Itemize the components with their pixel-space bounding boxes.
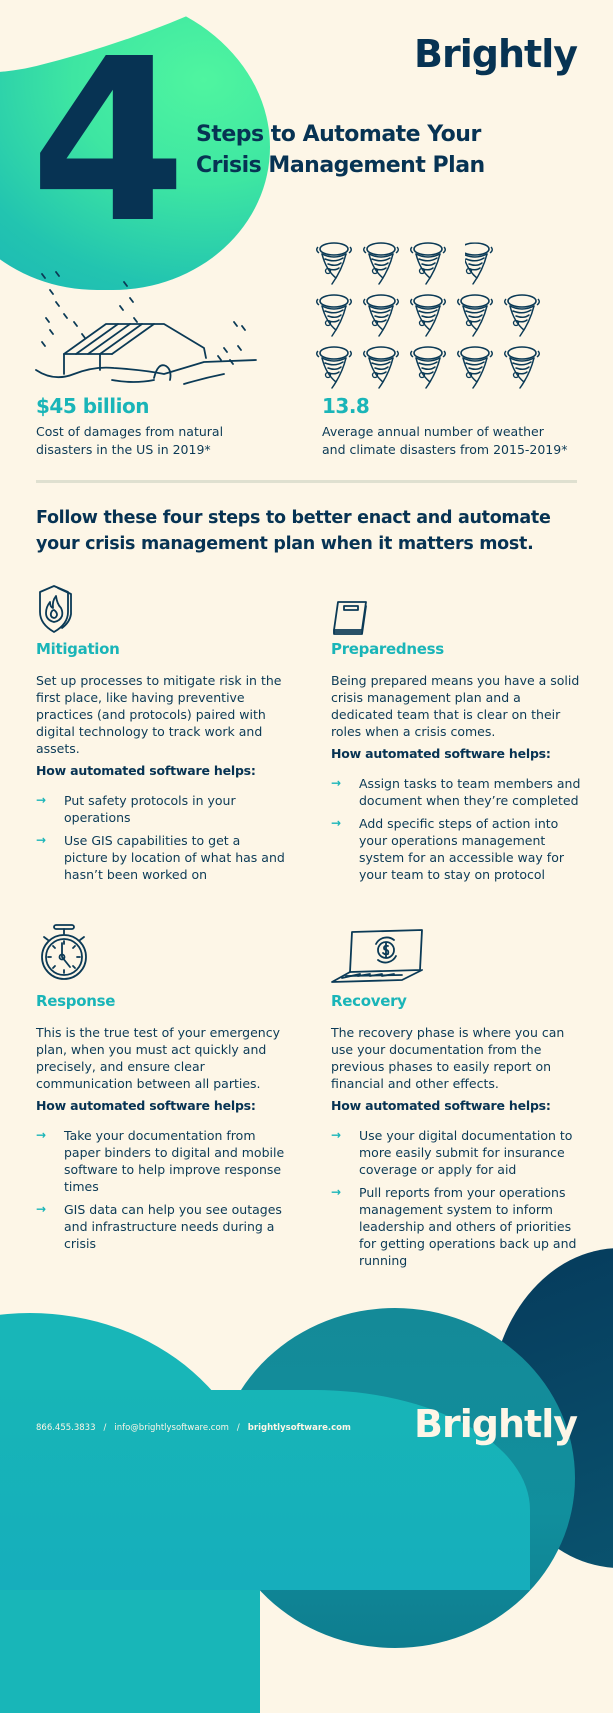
footer-phone[interactable]: 866.455.3833 xyxy=(36,1423,96,1433)
arrow-right-icon: → xyxy=(331,776,342,790)
flooded-house-icon xyxy=(34,262,264,396)
title-line-1: Steps to Automate Your xyxy=(196,122,481,147)
step-response xyxy=(36,992,286,1258)
arrow-right-icon: → xyxy=(36,793,47,807)
list-item xyxy=(36,1201,286,1252)
stat-value: $45 billion xyxy=(36,394,149,418)
brightly-logo[interactable] xyxy=(414,32,577,76)
list-item xyxy=(331,815,581,883)
arrow-right-icon: → xyxy=(36,1128,47,1142)
bullet-text: Pull reports from your operations management system to inform leadership and others of priorities for getting operations back up and running xyxy=(359,1185,577,1268)
intro-heading: Follow these four steps to better enact and automate your crisis management plan when it matters most. xyxy=(36,508,551,554)
bullet-text: Put safety protocols in your operations xyxy=(64,793,236,825)
step-description: The recovery phase is where you can use your documentation from the previous phases to easily report on financial and other effects. xyxy=(331,1025,565,1091)
section-divider xyxy=(36,480,577,483)
step-preparedness xyxy=(331,640,581,889)
bullet-list xyxy=(36,792,286,883)
footer-contact xyxy=(36,1423,351,1433)
stat-damages xyxy=(36,394,296,459)
footer-website-link[interactable]: brightlysoftware.com xyxy=(247,1423,351,1433)
bullet-text: GIS data can help you see outages and infrastructure needs during a crisis xyxy=(64,1202,282,1251)
shield-flame-icon xyxy=(36,584,76,638)
list-item xyxy=(36,832,286,883)
bullet-text: Add specific steps of action into your operations management system for an accessible way for your team to stay on protocol xyxy=(359,816,564,882)
stat-description xyxy=(322,423,592,459)
footer-email[interactable]: info@brightlysoftware.com xyxy=(114,1423,229,1433)
bullet-list xyxy=(36,1127,286,1252)
tornado-icon-grid xyxy=(314,240,554,390)
step-description: Set up processes to mitigate risk in the first place, like having preventive practices (and protocols) paired with digital technology to track work and assets. xyxy=(36,673,282,756)
footer-brightly-logo[interactable] xyxy=(414,1402,577,1446)
page-title xyxy=(196,119,556,181)
arrow-right-icon: → xyxy=(331,1185,342,1199)
stopwatch-icon xyxy=(36,923,92,987)
hero-number: 4 xyxy=(30,11,183,273)
stat-desc-line: and climate disasters from 2015-2019* xyxy=(322,442,568,457)
book-icon xyxy=(330,598,370,642)
list-item xyxy=(331,1184,581,1269)
brightly-logo-text: Brightly xyxy=(414,32,577,76)
step-description: Being prepared means you have a solid crisis management plan and a dedicated team that is clear on their roles when a crisis comes. xyxy=(331,673,580,739)
helps-label: How automated software helps: xyxy=(331,746,551,761)
arrow-right-icon: → xyxy=(36,833,47,847)
step-title: Mitigation xyxy=(36,640,120,658)
helps-label: How automated software helps: xyxy=(331,1098,551,1113)
footer-separator: / xyxy=(103,1423,107,1433)
arrow-right-icon: → xyxy=(331,1128,342,1142)
helps-label: How automated software helps: xyxy=(36,763,256,778)
footer-separator: / xyxy=(236,1423,240,1433)
bullet-list xyxy=(331,775,581,883)
step-mitigation xyxy=(36,640,286,889)
arrow-right-icon: → xyxy=(36,1202,47,1216)
helps-label: How automated software helps: xyxy=(36,1098,256,1113)
laptop-dollar-icon xyxy=(330,928,425,988)
bullet-text: Assign tasks to team members and document when they’re completed xyxy=(359,776,581,808)
footer-logo-text: Brightly xyxy=(414,1402,577,1446)
bullet-text: Use GIS capabilities to get a picture by location of what has and hasn’t been worked on xyxy=(64,833,285,882)
stat-description xyxy=(36,423,296,459)
bullet-text: Use your digital documentation to more easily submit for insurance coverage or apply for aid xyxy=(359,1128,573,1177)
bullet-list xyxy=(331,1127,581,1269)
list-item xyxy=(331,775,581,809)
stat-desc-line: Cost of damages from natural xyxy=(36,424,224,439)
list-item xyxy=(36,792,286,826)
step-title: Response xyxy=(36,992,116,1010)
bullet-text: Take your documentation from paper binders to digital and mobile software to help improve response times xyxy=(64,1128,285,1194)
stat-disasters xyxy=(322,394,592,459)
step-recovery xyxy=(331,992,581,1275)
stat-value: 13.8 xyxy=(322,394,370,418)
stat-desc-line: Average annual number of weather xyxy=(322,424,544,439)
stat-desc-line: disasters in the US in 2019* xyxy=(36,442,211,457)
list-item xyxy=(331,1127,581,1178)
list-item xyxy=(36,1127,286,1195)
title-line-2: Crisis Management Plan xyxy=(196,153,485,178)
arrow-right-icon: → xyxy=(331,816,342,830)
step-description: This is the true test of your emergency plan, when you must act quickly and precisely, and ensure clear communication between all parties. xyxy=(36,1025,280,1091)
step-title: Recovery xyxy=(331,992,407,1010)
step-title: Preparedness xyxy=(331,640,444,658)
